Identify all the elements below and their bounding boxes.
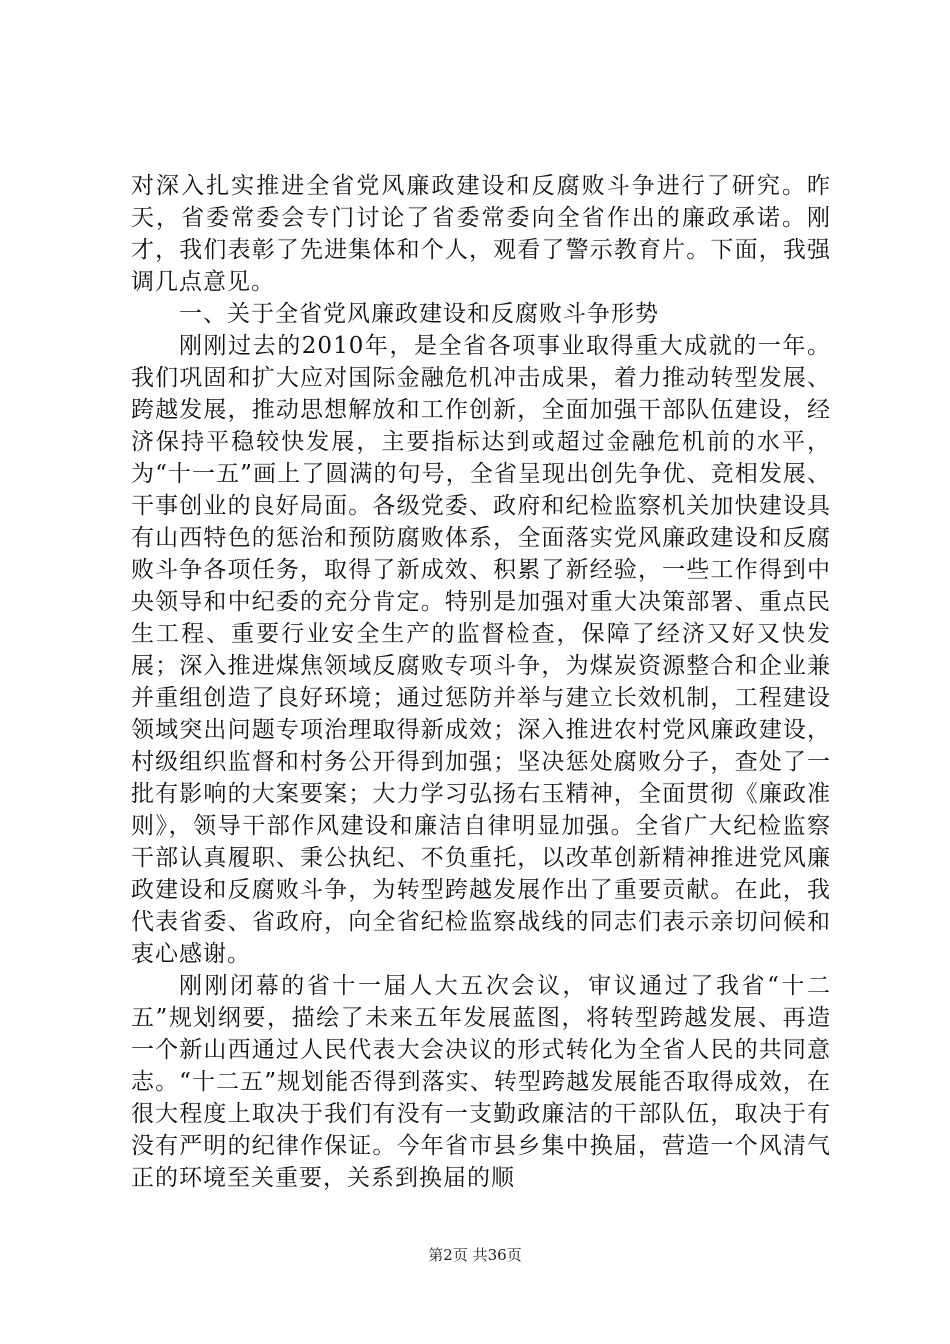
paragraph-twelfth-five-year-plan: 刚刚闭幕的省十一届人大五次会议，审议通过了我省“十二五”规划纲要，描绘了未来五年发展蓝图，将转型跨越发展、再造一个新山西通过人民代表大会决议的形式转化为全省人民的共同意志。“十二五”规划能否得到落实、转型跨越发展能否取得成效，在很大程度上取决于我们有没有一支勤政廉洁的干部队伍，取决于有没有严明的纪律作保证。今年省市县乡集中换届，营造一个风清气正的环境至关重要，关系到换届的顺 — [131, 973, 831, 1191]
document-body — [131, 170, 831, 1194]
page-footer: 第2页 共36页 — [428, 1246, 522, 1264]
paragraph-intro: 对深入扎实推进全省党风廉政建设和反腐败斗争进行了研究。昨天，省委常委会专门讨论了省委常委向全省作出的廉政承诺。刚才，我们表彰了先进集体和个人，观看了警示教育片。下面，我强调几点意见。 — [131, 173, 831, 295]
section-heading: 一、关于全省党风廉政建设和反腐败斗争形势 — [179, 301, 659, 327]
paragraph-review-2010: 刚刚过去的2010年，是全省各项事业取得重大成就的一年。我们巩固和扩大应对国际金融危机冲击成果，着力推动转型发展、跨越发展，推动思想解放和工作创新，全面加强干部队伍建设，经济保持平稳较快发展，主要指标达到或超过金融危机前的水平，为“十一五”画上了圆满的句号，全省呈现出创先争优、竞相发展、干事创业的良好局面。各级党委、政府和纪检监察机关加快建设具有山西特色的惩治和预防腐败体系，全面落实党风廉政建设和反腐败斗争各项任务，取得了新成效、积累了新经验，一些工作得到中央领导和中纪委的充分肯定。特别是加强对重大决策部署、重点民生工程、重要行业安全生产的监督检查，保障了经济又好又快发展；深入推进煤焦领域反腐败专项斗争，为煤炭资源整合和企业兼并重组创造了良好环境；通过惩防并举与建立长效机制，工程建设领域突出问题专项治理取得新成效；深入推进农村党风廉政建设，村级组织监督和村务公开得到加强；坚决惩处腐败分子，查处了一批有影响的大案要案；大力学习弘扬右玉精神，全面贯彻《廉政准则》，领导干部作风建设和廉洁自律明显加强。全省广大纪检监察干部认真履职、秉公执纪、不负重托，以改革创新精神推进党风廉政建设和反腐败斗争，为转型跨越发展作出了重要贡献。在此，我代表省委、省政府，向全省纪检监察战线的同志们表示亲切问候和衷心感谢。 — [131, 333, 831, 967]
